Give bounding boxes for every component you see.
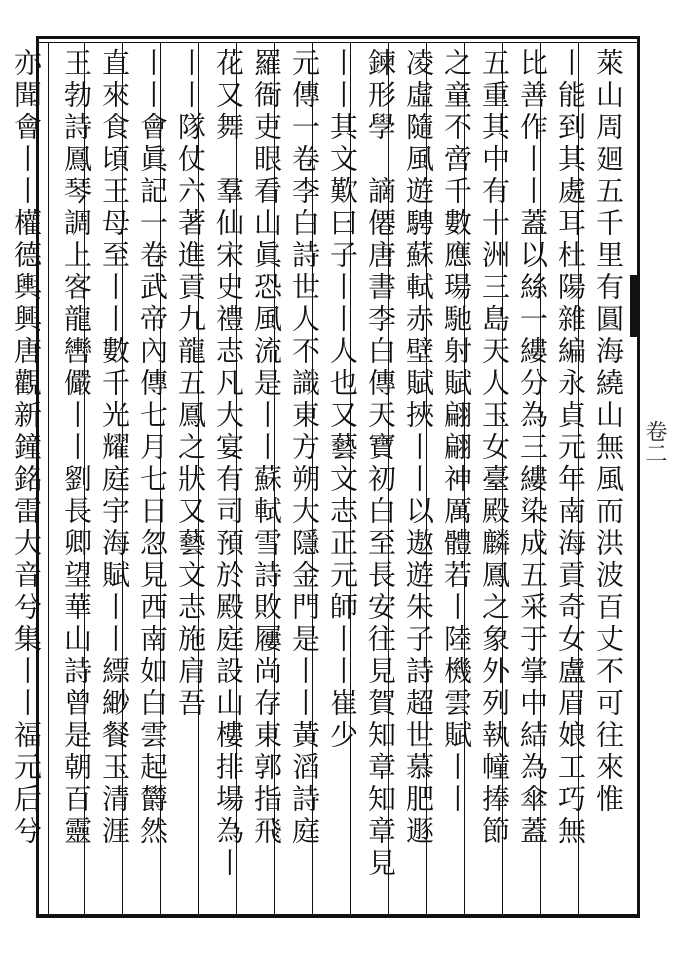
margin-tab — [630, 275, 640, 337]
text-column: 萊山周廻五千里有圓海繞山無風而洪波百丈不可往來惟 — [592, 48, 625, 816]
text-column: 直來食頃王母至丨丨數千光耀庭宇海賦丨丨縹緲餐玉清涯 — [98, 48, 131, 848]
bottom-border — [36, 914, 640, 918]
text-column: 王勃詩鳳琴調上客龍轡儼丨丨劉長卿望華山詩曾是朝百靈 — [60, 48, 93, 848]
text-column: 亦聞會丨丨權德輿興唐觀新鐘銘雷大音兮集丨丨福元后兮 — [10, 48, 43, 848]
right-border — [637, 36, 640, 918]
text-column: 丨丨會眞記一卷武帝內傳七月七日忽見西南如白雲起欝然 — [136, 48, 169, 848]
text-column: 丨能到其處耳杜陽雜編永貞元年南海貢奇女盧眉娘工巧無 — [554, 48, 587, 848]
text-column: 五重其中有十洲三島天人玉女臺殿麟鳳之象外列執幢捧節 — [478, 48, 511, 848]
text-column: 羅衙吏眼看山眞恐風流是丨丨蘇軾雪詩敗屨尚存東郭指飛 — [250, 48, 283, 848]
text-column: 丨丨其文歎曰子丨丨人也又藝文志正元師丨丨崔少 — [326, 48, 359, 752]
text-column: 鍊形學 謫僊唐書李白傳天寶初白至長安往見賀知章知章見 — [364, 48, 397, 880]
top-border — [36, 36, 640, 39]
text-column: 丨丨隊仗六著進貢九龍五鳳之狀又藝文志施肩吾 — [174, 48, 207, 720]
text-column: 之童不啻千數應瑒馳射賦翩翩神厲體若丨陸機雲賦丨丨 — [440, 48, 473, 816]
text-column: 凌虛隨風遊騁蘇軾赤壁賦挾丨丨以遨遊朱子詩超世慕肥遯 — [402, 48, 435, 848]
text-column: 元傳一卷李白詩世人不識東方朔大隱金門是丨丨黃滔詩庭 — [288, 48, 321, 848]
top-inner-border — [36, 42, 640, 43]
text-column: 花又舞 羣仙宋史禮志凡大宴有司預於殿庭設山樓排場為丨 — [212, 48, 245, 880]
margin-mark: 卷二 — [642, 420, 667, 464]
column-divider — [48, 42, 49, 914]
text-column: 比善作丨丨蓋以絲一縷分為三縷染成五采于掌中結為傘蓋 — [516, 48, 549, 848]
